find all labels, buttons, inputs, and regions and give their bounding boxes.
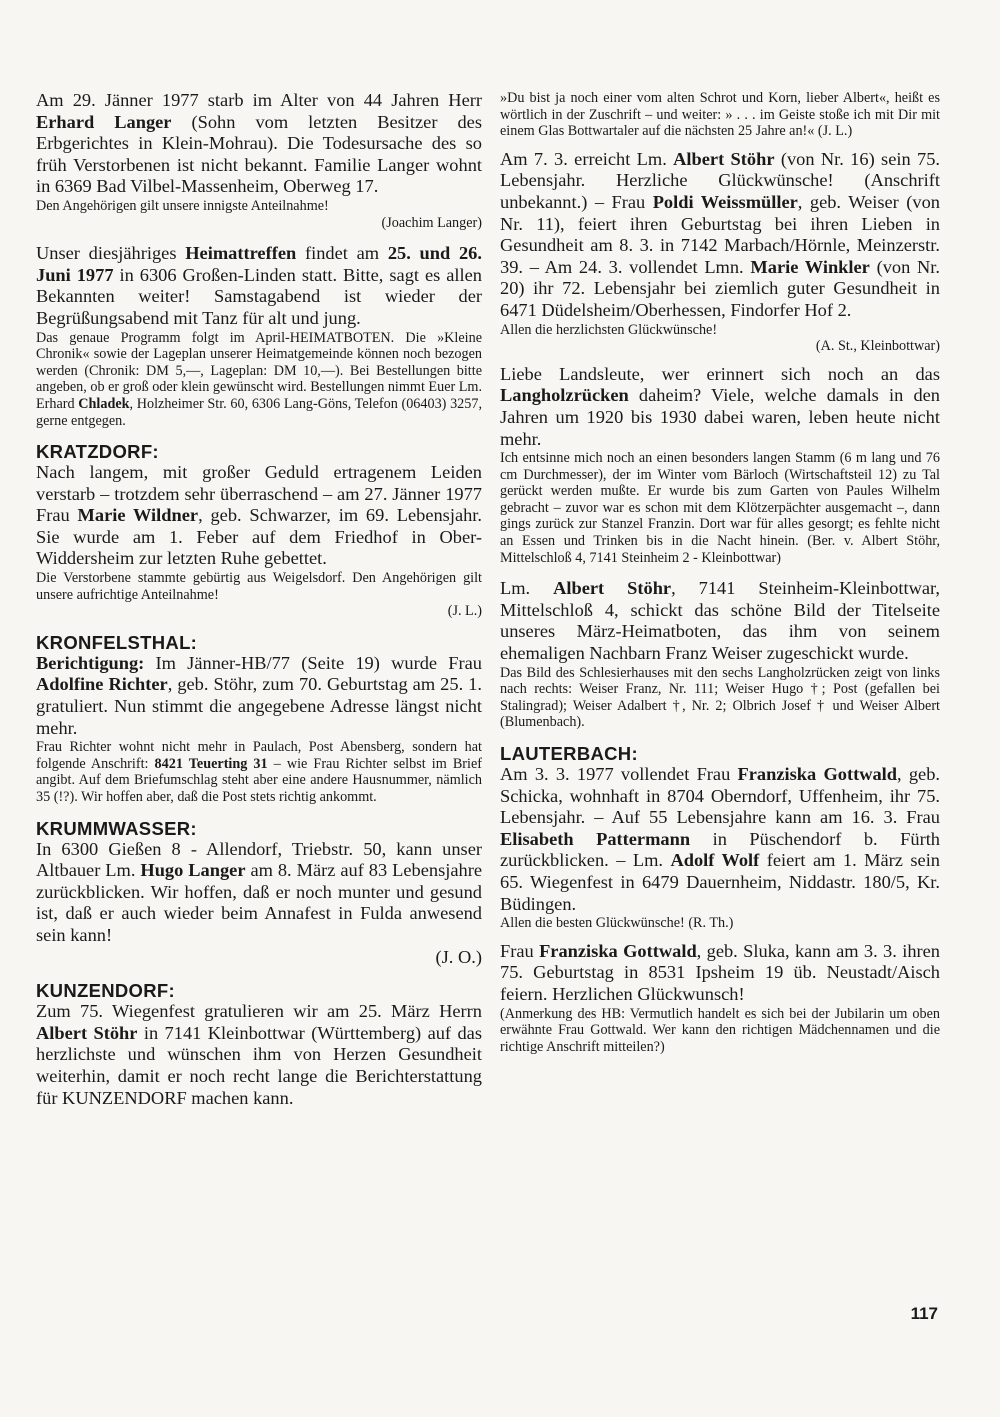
erhard-obituary: Am 29. Jänner 1977 starb im Alter von 44 Jahren Herr Erhard Langer (Sohn vom letzten Besitzer des Erbgerichtes in Klein-Mohrau). Die Todesursache des so früh Verstorbenen ist nicht bekannt. Familie Langer wohnt in 6369 Bad Vilbel-Massenheim, Oberweg 17. [36,90,482,197]
letter-quote: »Du bist ja noch einer vom alten Schrot und Korn, lieber Albert«, heißt es wörtlich in der Zuschrift – und weiter: » . . . im Geiste stoße ich mit Dir mit einem Glas Bottwartaler auf die nächsten 25 Jahre an!« (J. L.) [500,90,940,140]
langholzruecken-article: Liebe Landsleute, wer erinnert sich noch an das Langholzrücken daheim? Viele, welche damals in den Jahren um 1920 bis 1930 dabei waren, leben heute nicht mehr. [500,363,940,449]
birthday-signature: (A. St., Kleinbottwar) [815,338,940,355]
page-number: 117 [910,1304,938,1323]
kratzdorf-obituary: Nach langem, mit großer Geduld ertragenem Leiden verstarb – trotzdem sehr überraschend – am 27. Jänner 1977 Frau Marie Wildner, geb. Schwarzer, im 69. Lebensjahr. Sie wurde am 1. Feber auf dem Friedhof in Ober-Widdersheim zur letzten Ruhe gebettet. [36,462,483,569]
langholzruecken-story: Ich entsinne mich noch an einen besonders langen Stamm (6 m lang und 76 cm Durchmesser), der im Winter vom Bärloch (Wirtschaftsteil 12) zu Tal gerückt werden mußte. Er wurde bis zum Garten von Paules Wilhelm gebracht – zuvor war es schon mit dem Klötzerpächter ausgemacht –, dann gings zurück zur Stanzel Franzin. Dort war für alles gesorgt; es fehlte nicht an Essen und Trinken bis in die Nacht hinein. (Ber. v. Albert Stöhr, Mittelschloß 4, 7141 Steinheim 2 - Kleinbottwar) [500,450,940,566]
kratzdorf-signature: (J. L.) [447,603,482,620]
section-heading-kratzdorf: KRATZDORF: [36,441,159,463]
krummwasser-birthday: In 6300 Gießen 8 - Allendorf, Triebstr. 50, kann unser Altbauer Lm. Hugo Langer am 8. März auf 83 Lebensjahre zurückblicken. Wir hoffen, daß er noch munter und gesund ist, daß er auch wieder beim Annafest in Fulda anwesend sein kann! [36,838,483,945]
kratzdorf-note: Die Verstorbene stammte gebürtig aus Weigelsdorf. Den Angehörigen gilt unsere aufrichtige Anteilnahme! [36,570,482,603]
birthday-wishes: Allen die herzlichsten Glückwünsche! [500,321,718,338]
left-column [36,90,482,1109]
lauterbach-birthdays: Am 3. 3. 1977 vollendet Frau Franziska Gottwald, geb. Schicka, wohnhaft in 8704 Oberndorf, Uffenheim, ihr 75. Lebensjahr. – Auf 55 Lebensjahre kann am 16. 3. Frau Elisabeth Pattermann in Püschendorf b. Fürth zurückblicken. – Lm. Adolf Wolf feiert am 1. März sein 65. Wiegenfest in 6479 Dauernheim, Niddastr. 180/5, Kr. Büdingen. [500,764,941,914]
section-heading-krummwasser: KRUMMWASSER: [36,817,197,839]
birthday-notices: Am 7. 3. erreicht Lm. Albert Stöhr (von Nr. 16) sein 75. Lebensjahr. Herzliche Glückwünsche! (Anschrift unbekannt.) – Frau Poldi Weissmüller, geb. Weiser (von Nr. 11), feiert ihren Geburtstag bei ihren Lieben in Gesundheit am 8. 3. in 7142 Marbach/Hörnle, Meinzerstr. 39. – Am 24. 3. vollendet Lmn. Marie Winkler (von Nr. 20) ihr 72. Lebensjahr bei ziemlich guter Gesundheit in 6471 Düdelsheim/Oberhessen, Findorfer Hof 2. [500,148,940,320]
section-heading-kunzendorf: KUNZENDORF: [36,980,175,1002]
heimattreffen-announcement: Unser diesjähriges Heimattreffen findet am 25. und 26. Juni 1977 in 6306 Großen-Linden statt. Bitte, sagt es allen Bekannten weiter! Samstagabend ist wieder der Begrüßungsabend mit Tanz für alt und jung. [36,243,482,328]
programm-note: Das genaue Programm folgt im April-HEIMATBOTEN. Die »Kleine Chronik« sowie der Lageplan unserer Heimatgemeinde können noch bezogen werden (Chronik: DM 5,—, Lageplan: DM 10,—). Bei Bestellungen bitte angeben, ob er groß oder klein gewünscht wird. Bestellungen nimmt Euer Lm. Erhard Chladek, Holzheimer Str. 60, 6306 Lang-Göns, Telefon (06403) 3257, gerne entgegen. [36,329,483,429]
right-column [500,90,940,1055]
erhard-signature: (Joachim Langer) [381,214,482,231]
erhard-condolence: Den Angehörigen gilt unsere innigste Anteilnahme! [36,197,329,214]
krummwasser-signature: (J. O.) [435,946,482,967]
gottwald-birthday: Frau Franziska Gottwald, geb. Sluka, kann am 3. 3. ihren 75. Geburtstag in 8531 Ipsheim 19 üb. Neustadt/Aisch feiern. Herzlichen Glückwunsch! [500,940,940,1004]
section-heading-kronfelsthal: KRONFELSTHAL: [36,631,198,653]
section-heading-lauterbach: LAUTERBACH: [500,743,638,764]
kronfelsthal-note: Frau Richter wohnt nicht mehr in Paulach, Post Abensberg, sondern hat folgende Anschrift: 8421 Teuerting 31 – wie Frau Richter selbst im Brief angibt. Auf dem Briefumschlag steht aber eine andere Hausnummer, nämlich 35 (!?). Wir hoffen aber, daß die Post stets richtig ankommt. [36,739,482,805]
title-picture-note: Lm. Albert Stöhr, 7141 Steinheim-Kleinbottwar, Mittelschloß 4, schickt das schöne Bild der Titelseite unseres März-Heimatboten, das ihm von seinem ehemaligen Nachbarn Franz Weiser zugeschickt wurde. [500,578,941,664]
editor-remark: (Anmerkung des HB: Vermutlich handelt es sich bei der Jubilarin um oben erwähnte Frau Gottwald. Wer kann den richtigen Mädchennamen und die richtige Anschrift mitteilen?) [500,1005,940,1055]
kronfelsthal-correction: Berichtigung: Im Jänner-HB/77 (Seite 19) wurde Frau Adolfine Richter, geb. Stöhr, zum 70. Geburtstag am 25. 1. gratuliert. Nun stimmt die angegebene Adresse längst nicht mehr. [36,652,482,738]
title-picture-caption: Das Bild des Schlesierhauses mit den sechs Langholzrücken zeigt von links nach rechts: Weiser Franz, Nr. 111; Weiser Hugo †; Post (gefallen bei Stalingrad); Weiser Adalbert †, Nr. 2; Olbrich Josef † und Weiser Albert (Blumenbach). [500,664,940,731]
kunzendorf-birthday: Zum 75. Wiegenfest gratulieren wir am 25. März Herrn Albert Stöhr in 7141 Kleinbottwar (Württemberg) auf das herzlichste und wünschen ihm von Herzen Gesundheit weiterhin, damit er noch recht lange die Berichterstattung für KUNZENDORF machen kann. [36,1001,482,1108]
lauterbach-wishes: Allen die besten Glückwünsche! (R. Th.) [500,915,734,932]
